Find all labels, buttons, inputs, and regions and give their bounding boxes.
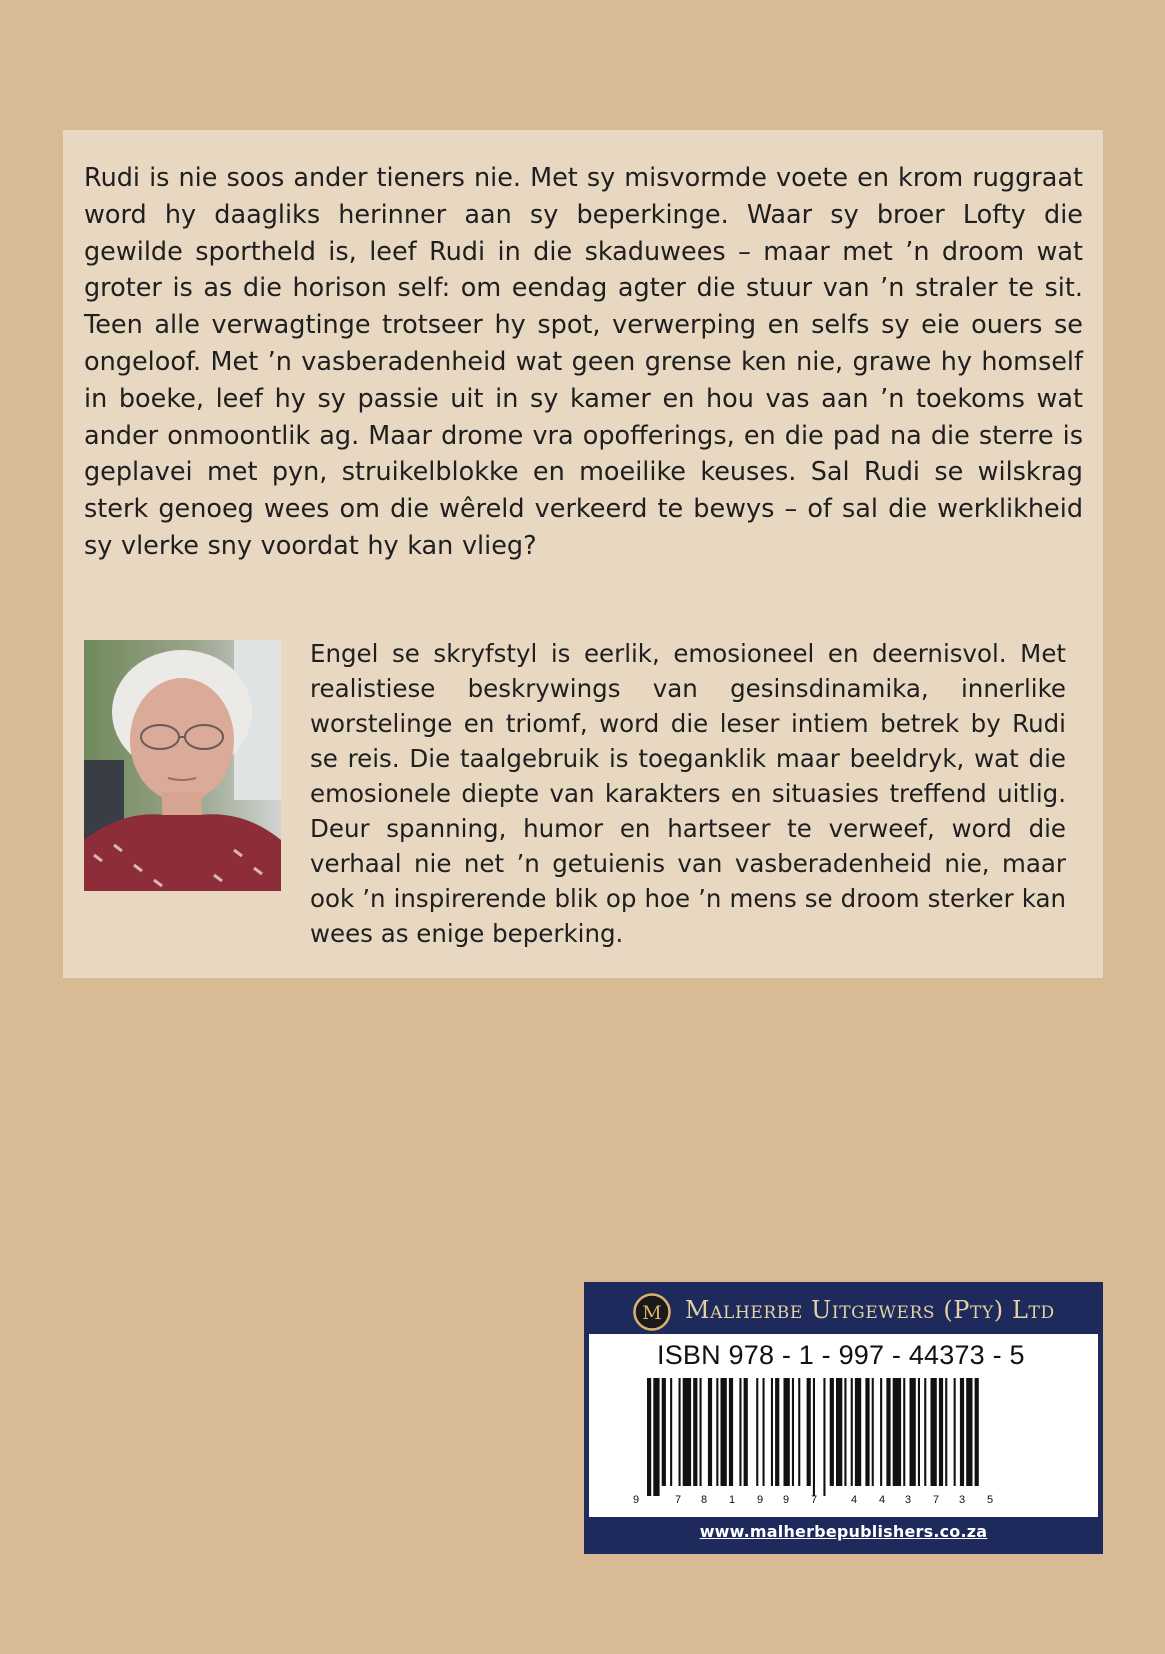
barcode-digit: 9 bbox=[783, 1494, 790, 1506]
barcode-bar bbox=[844, 1378, 846, 1486]
barcode-digit: 8 bbox=[701, 1494, 708, 1506]
barcode-bar bbox=[931, 1378, 937, 1486]
barcode-bar bbox=[872, 1378, 874, 1486]
barcode-bar bbox=[823, 1378, 825, 1496]
barcode-bar bbox=[693, 1378, 697, 1486]
barcode-bar bbox=[886, 1378, 890, 1486]
barcode-bar bbox=[903, 1378, 905, 1486]
barcode-bar bbox=[653, 1378, 659, 1496]
barcode-bar bbox=[784, 1378, 790, 1486]
blurb-paragraph: Rudi is nie soos ander tieners nie. Met sy misvormde voete en krom ruggraat word hy daagliks herinner aan sy beperkinge. Waar sy broer Lofty die gewilde sportheld is, leef Rudi in die skaduwees – maar met ’n droom wat groter is as die horison self: om eendag agter die stuur van ’n straler te sit. Teen alle verwagtinge trotseer hy spot, verwerping en selfs sy eie ouers se ongeloof. Met ’n vasberadenheid wat geen grense ken nie, grawe hy homself in boeke, leef hy sy passie uit in sy kamer en hou vas aan ’n toekoms wat ander onmoontlik ag. Maar drome vra opofferings, en die pad na die sterre is geplavei met pyn, struikelblokke en moeilike keuses. Sal Rudi se wilskrag sterk genoeg wees om die wêreld verkeerd te bewys – of sal die werklikheid sy vlerke sny voordat hy kan vlieg? bbox=[84, 163, 1083, 561]
barcode-bar bbox=[798, 1378, 800, 1486]
barcode-bar bbox=[716, 1378, 718, 1486]
barcode-bar bbox=[836, 1378, 842, 1486]
author-photo bbox=[84, 640, 281, 891]
barcode-digit: 9 bbox=[757, 1494, 764, 1506]
barcode-bar bbox=[939, 1378, 943, 1486]
barcode-digit: 3 bbox=[905, 1494, 912, 1506]
barcode-bar bbox=[670, 1378, 672, 1486]
barcode-bar bbox=[945, 1378, 947, 1486]
svg-text:M: M bbox=[642, 1302, 662, 1324]
barcode-bar bbox=[683, 1378, 691, 1486]
barcode-digit: 4 bbox=[879, 1494, 886, 1506]
barcode-bar bbox=[966, 1378, 972, 1486]
publisher-name: Malherbe Uitgewers (Pty) Ltd bbox=[685, 1296, 1055, 1324]
barcode-bar bbox=[975, 1378, 979, 1486]
barcode-bar bbox=[792, 1378, 794, 1486]
barcode-bar bbox=[855, 1378, 861, 1486]
barcode-bar bbox=[744, 1378, 748, 1486]
barcode-digit: 5 bbox=[987, 1494, 994, 1506]
barcode-bar bbox=[763, 1378, 765, 1486]
text-panel bbox=[63, 130, 1103, 978]
barcode-digit: 3 bbox=[959, 1494, 966, 1506]
barcode-bar bbox=[721, 1378, 727, 1486]
barcode-digit: 7 bbox=[675, 1494, 682, 1506]
barcode-digit: 7 bbox=[933, 1494, 940, 1506]
barcode-digit: 9 bbox=[633, 1494, 640, 1506]
barcode-bar bbox=[865, 1378, 869, 1486]
author-paragraph: Engel se skryfstyl is eerlik, emosioneel en deernisvol. Met realistiese beskrywings van gesinsdinamika, innerlike worstelinge en triomf, word die leser intiem betrek by Rudi se reis. Die taalgebruik is toeganklik maar beeldryk, wat die emosionele diepte van karakters en situasies treffend uitlig. Deur spanning, humor en hartseer te verweef, word die verhaal nie net ’n getuienis van vasberadenheid nie, maar ook ’n inspirerende blik op hoe ’n mens se droom sterker kan wees as enige beperking. bbox=[310, 639, 1066, 948]
barcode-bar bbox=[893, 1378, 901, 1486]
barcode-bar bbox=[708, 1378, 712, 1486]
barcode-bar bbox=[662, 1378, 666, 1486]
isbn-number: ISBN 978 - 1 - 997 - 44373 - 5 bbox=[657, 1340, 1025, 1370]
barcode-digit: 4 bbox=[851, 1494, 858, 1506]
barcode-bar bbox=[830, 1378, 834, 1486]
barcode bbox=[629, 1378, 1059, 1508]
barcode-bar bbox=[924, 1378, 926, 1486]
barcode-bar bbox=[954, 1378, 956, 1486]
barcode-bar bbox=[647, 1378, 651, 1496]
barcode-bar bbox=[960, 1378, 964, 1486]
publisher-logo-icon bbox=[633, 1293, 671, 1331]
barcode-bar bbox=[700, 1378, 702, 1486]
barcode-bar bbox=[910, 1378, 916, 1486]
barcode-digit: 1 bbox=[729, 1494, 736, 1506]
barcode-bar bbox=[880, 1378, 882, 1486]
barcode-bar bbox=[771, 1378, 773, 1486]
publisher-url[interactable]: www.malherbepublishers.co.za bbox=[699, 1522, 988, 1541]
barcode-bar bbox=[729, 1378, 733, 1486]
publisher-box bbox=[584, 1282, 1103, 1554]
barcode-bar bbox=[918, 1378, 920, 1486]
barcode-bar bbox=[756, 1378, 758, 1486]
barcode-digit: 7 bbox=[811, 1494, 818, 1506]
barcode-bar bbox=[807, 1378, 811, 1486]
barcode-bar bbox=[739, 1378, 741, 1486]
barcode-bar bbox=[679, 1378, 681, 1486]
barcode-bar bbox=[813, 1378, 815, 1496]
barcode-bar bbox=[851, 1378, 853, 1486]
barcode-area bbox=[589, 1334, 1098, 1517]
barcode-bar bbox=[775, 1378, 779, 1486]
